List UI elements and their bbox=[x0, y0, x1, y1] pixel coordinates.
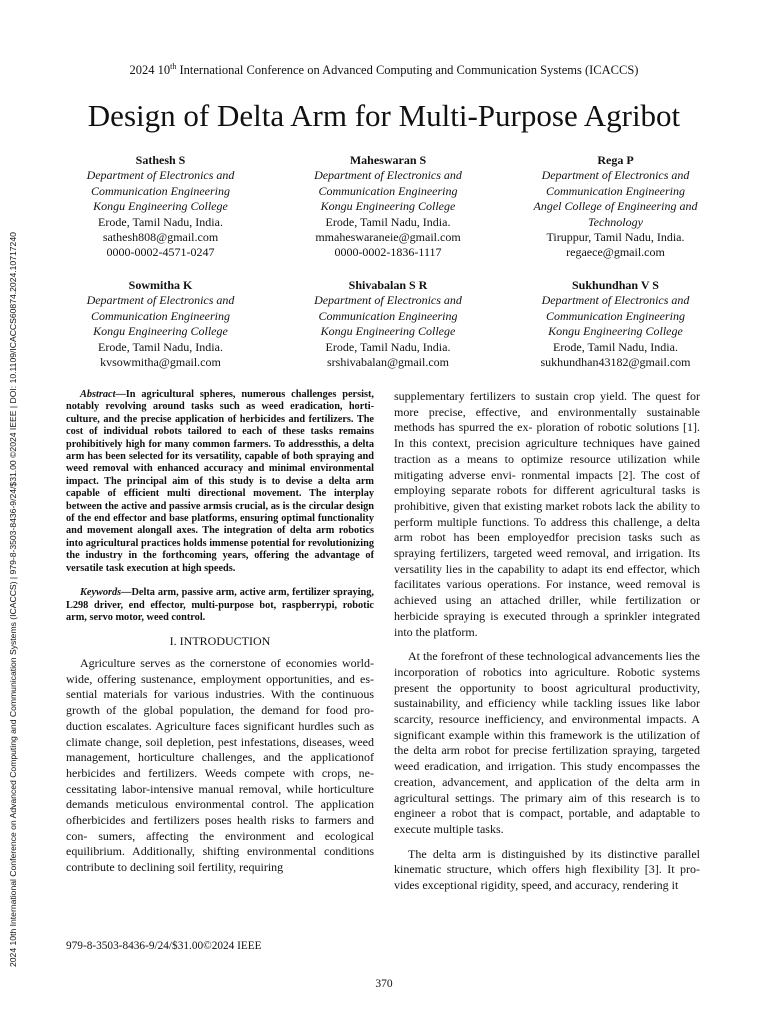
author-college: Angel College of Engineering and bbox=[533, 199, 698, 214]
author-email[interactable]: kvsowmitha@gmail.com bbox=[100, 355, 221, 370]
author-orcid: 0000-0002-1836-1117 bbox=[334, 245, 442, 260]
author-dept: Communication Engineering bbox=[546, 183, 685, 198]
author-name: Shivabalan S R bbox=[348, 278, 428, 292]
author-name: Sukhundhan V S bbox=[572, 278, 659, 292]
author-location: Erode, Tamil Nadu, India. bbox=[98, 214, 223, 229]
author-dept: Department of Electronics and bbox=[541, 293, 690, 308]
author-location: Erode, Tamil Nadu, India. bbox=[325, 339, 451, 354]
author-location: Erode, Tamil Nadu, India. bbox=[325, 214, 451, 229]
author-email[interactable]: mmaheswaraneie@gmail.com bbox=[315, 230, 461, 245]
author-dept: Department of Electronics and bbox=[86, 293, 235, 308]
paper-title: Design of Delta Arm for Multi-Purpose Agribot bbox=[87, 98, 681, 133]
author-location: Erode, Tamil Nadu, India. bbox=[553, 339, 678, 354]
author-college: Kongu Engineering College bbox=[320, 199, 456, 214]
author-dept: Department of Electronics and bbox=[86, 168, 235, 183]
author-dept: Communication Engineering bbox=[546, 308, 685, 323]
author-dept: Department of Electronics and bbox=[314, 168, 462, 183]
author-block bbox=[58, 153, 263, 261]
keywords-label: Keywords bbox=[80, 587, 122, 599]
author-row-2 bbox=[58, 278, 718, 370]
body-paragraph: supplementary fertilizers to sustain crop yield. The quest for more precise, effective, and environmentally sustainable methods has spurred the ex- ploration of robotic solutions [1]. In this context, precision agriculture techniques have gained traction as a means to optimize resource utilization while mitigating adverse envi- ronmental impacts [2]. The cost of employing separate robots for different agricultural tasks is prohibitive, given that existing market robots lack the ability to perform multiple functions. To address this challenge, a delta arm robot has been employedfor precision tasks such as spraying fertilizers, targeted weed removal, and irrigation. Its versatility lies in the capability to adapt its end effector, which facilitates various operations. For instance, weed removal is achieved using an attached driller, while fertilization or herbicide spraying is executed through a sprinkler integrated into the platform. bbox=[394, 389, 700, 639]
author-email[interactable]: sukhundhan43182@gmail.com bbox=[540, 355, 691, 370]
keywords-text: —Delta arm, passive arm, active arm, fertilizer spraying, L298 driver, end effector, multi-purpose bot, raspberrypi, robotic arm, servo motor, weed control. bbox=[66, 587, 374, 623]
abstract bbox=[66, 389, 374, 575]
author-college: Kongu Engineering College bbox=[320, 324, 456, 339]
author-college: Kongu Engineering College bbox=[93, 199, 228, 214]
body-paragraph: The delta arm is distinguished by its distinctive parallel kinematic structure, which offers high flexibility [3]. It pro- vides exceptional rigidity, speed, and accuracy, rendering it bbox=[394, 846, 700, 893]
author-dept: Communication Engineering bbox=[318, 308, 458, 323]
author-dept: Department of Electronics and bbox=[541, 168, 690, 183]
author-location: Tiruppur, Tamil Nadu, India. bbox=[546, 230, 685, 245]
author-email[interactable]: sathesh808@gmail.com bbox=[102, 230, 219, 245]
author-name: Sowmitha K bbox=[128, 278, 193, 292]
author-name: Maheswaran S bbox=[349, 153, 427, 167]
author-block bbox=[58, 278, 263, 370]
copyright-footer: 979-8-3503-8436-9/24/$31.00©2024 IEEE bbox=[66, 940, 262, 952]
author-college: Kongu Engineering College bbox=[93, 324, 228, 339]
page-number: 370 bbox=[375, 978, 393, 990]
keywords bbox=[66, 587, 374, 624]
author-row-1 bbox=[58, 153, 718, 261]
author-email[interactable]: regaece@gmail.com bbox=[566, 245, 665, 260]
right-column bbox=[394, 389, 700, 894]
author-college: Kongu Engineering College bbox=[548, 324, 683, 339]
author-orcid: 0000-0002-4571-0247 bbox=[106, 245, 215, 260]
author-dept: Communication Engineering bbox=[91, 183, 230, 198]
abstract-label: Abstract bbox=[80, 389, 116, 400]
author-dept: Department of Electronics and bbox=[314, 293, 462, 308]
conference-header: 2024 10th International Conference on Advanced Computing and Communication Systems (ICACCS) bbox=[129, 62, 639, 78]
author-name: Sathesh S bbox=[135, 153, 186, 167]
section-heading-introduction: I. INTRODUCTION bbox=[169, 634, 271, 649]
author-college: Technology bbox=[588, 214, 643, 229]
body-paragraph: At the forefront of these technological advancements lies the incorporation of robotics into agriculture. Robotic systems present the opportunity to boost agricultural productivity, sustainability, and efficiency while tackling issues like labor scarcity, resource inefficiency, and environmental impacts. A significant example within this framework is the utilization of the delta arm robot for precise fertilization spraying, targeted weed eradication, and irrigation. This study encompasses the creation, advancement, and application of the delta arm in agricultural settings. The primary aim of this research is to engineer a robot that is compact, portable, and adaptable to execute multiple tasks. bbox=[394, 649, 700, 836]
author-dept: Communication Engineering bbox=[91, 308, 230, 323]
left-column bbox=[66, 389, 374, 876]
author-email[interactable]: srshivabalan@gmail.com bbox=[326, 355, 450, 370]
author-location: Erode, Tamil Nadu, India. bbox=[98, 339, 223, 354]
body-paragraph: Agriculture serves as the cornerstone of economies world- wide, offering sustenance, employment opportunities, and es- sential materials for various industries. With the continuous growth of the global population, the demand for food pro- duction escalates. Agriculture faces significant hurdles such as climate change, soil depletion, pest infestations, diseases, weed management, horticulture challenges, and the applicationof herbicides and fertilizers. Weeds compete with crops, ne- cessitating labor-intensive manual removal, while horticulture demands meticulous environmental control. The application ofherbicides and fertilizers poses health risks to farmers and con- sumers, affecting the environment and ecological equilibrium. Additionally, shifting environmental conditions contribute to declining soil fertility, requiring bbox=[66, 656, 374, 875]
doi-sidebar: 2024 10th International Conference on Advanced Computing and Communication Systems (ICACCS) | 979-8-3503-8436-9/24/$31.00 ©2024 IEEE | DOI: 10.1109/ICACCS60874.2024.10717240 bbox=[8, 232, 18, 967]
abstract-text: —In agricultural spheres, numerous challenges persist, notably revolving around tasks such as weed eradication, horti- culture, and the precise application of herbicides and fertilizers. The cost of individual robots tailored to each of these tasks remains prohibitively high for many common farmers. To addressthis, a delta arm has been selected for its versatility, capable of both spraying and weed removal with enhanced accuracy and minimal environmental impact. The principal aim of this study is to devise a delta arm capable of efficient multi directional movement. The interplay between the active and passive armsis crucial, as is the circular design of the end effector and base platforms, ensuring optimal functionality and movement alongall axes. The integration of delta arm robotics into agricultural practices holds immense potential for revolutionizing the industry in the forthcoming years, offering the advantage of versatile task execution at high speeds. bbox=[66, 389, 374, 574]
author-name: Rega P bbox=[597, 153, 634, 167]
author-dept: Communication Engineering bbox=[318, 183, 458, 198]
author-block bbox=[513, 153, 718, 261]
author-block bbox=[286, 278, 491, 370]
author-block bbox=[286, 153, 491, 261]
author-block bbox=[513, 278, 718, 370]
